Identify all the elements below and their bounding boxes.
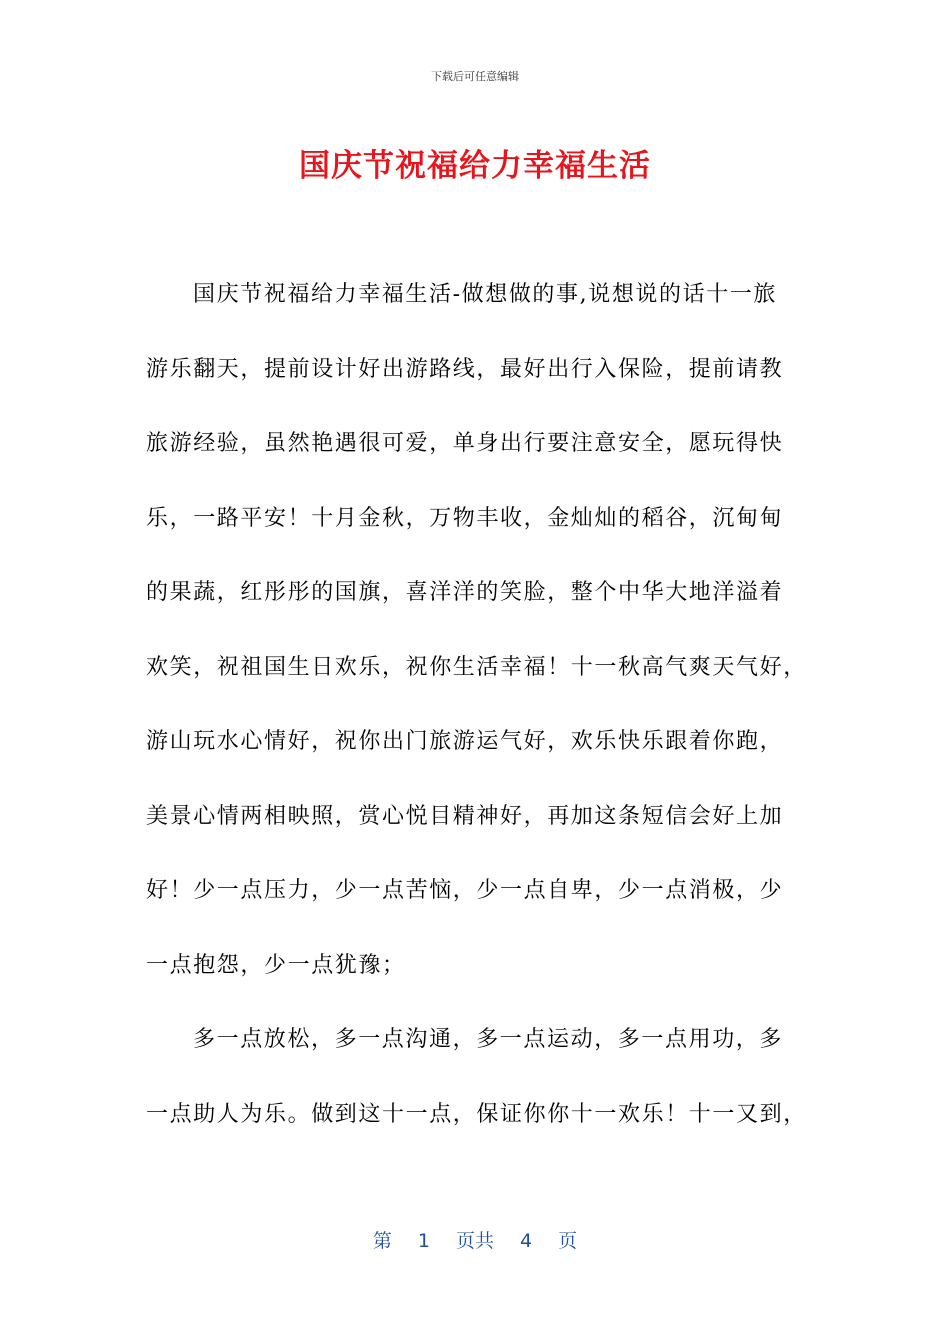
document-title: 国庆节祝福给力幸福生活 [299, 148, 651, 184]
paragraph-line: 游乐翻天，提前设计好出游路线，最好出行入保险，提前请教 [146, 356, 784, 382]
paragraph-line: 的果蔬，红彤彤的国旗，喜洋洋的笑脸，整个中华大地洋溢着 [146, 580, 784, 605]
paragraph-line: 多一点放松，多一点沟通，多一点运动，多一点用功，多 [193, 1027, 784, 1052]
paragraph-line: 国庆节祝福给力幸福生活-做想做的事,说想说的话十一旅 [193, 282, 778, 307]
page-footer [0, 1226, 950, 1253]
footer-page-prefix: 第 [372, 1230, 392, 1252]
footer-total-pages: 4 [520, 1230, 533, 1252]
footer-current-page: 1 [417, 1230, 430, 1252]
paragraph-line: 欢笑，祝祖国生日欢乐，祝你生活幸福！十一秋高气爽天气好， [146, 654, 807, 680]
paragraph-line: 乐，一路平安！十月金秋，万物丰收，金灿灿的稻谷，沉甸甸 [146, 505, 784, 531]
paragraph-line: 好！少一点压力，少一点苦恼，少一点自卑，少一点消极，少 [146, 878, 784, 903]
paragraph-line: 旅游经验，虽然艳遇很可爱，单身出行要注意安全，愿玩得快 [146, 431, 784, 456]
paragraph-line: 游山玩水心情好，祝你出门旅游运气好，欢乐快乐跟着你跑， [146, 729, 784, 754]
page-header-note: 下载后可任意编辑 [431, 70, 519, 83]
paragraph-line: 一点抱怨，少一点犹豫； [146, 952, 406, 978]
footer-page-middle: 页共 [455, 1230, 494, 1252]
footer-page-suffix: 页 [558, 1230, 578, 1252]
document-body [146, 258, 806, 1152]
paragraph-line: 美景心情两相映照，赏心悦目精神好，再加这条短信会好上加 [146, 803, 784, 829]
paragraph-line: 一点助人为乐。做到这十一点，保证你你十一欢乐！十一又到， [146, 1101, 807, 1127]
